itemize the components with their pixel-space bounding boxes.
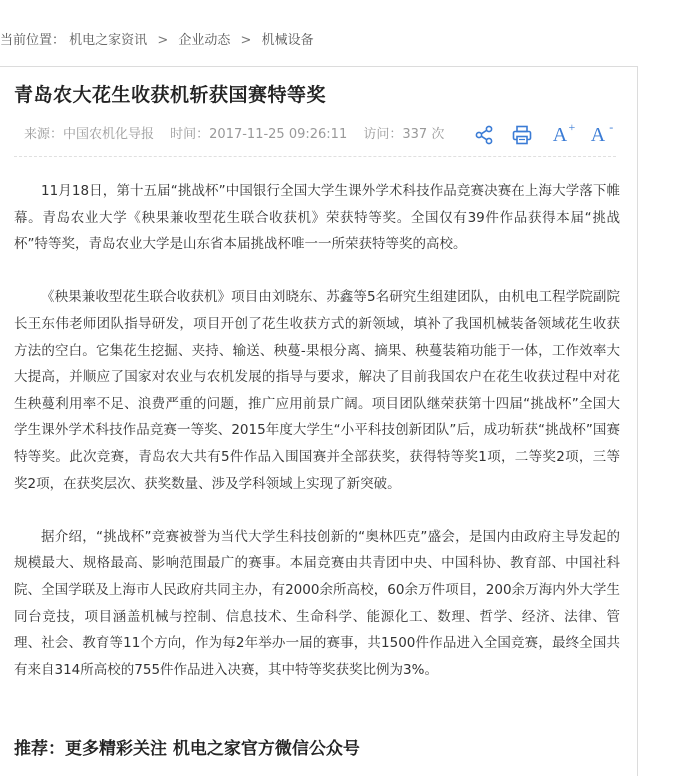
font-increase-icon: A + xyxy=(552,120,576,146)
article-title: 青岛农大花生收获机斩获国赛特等奖 xyxy=(14,84,327,106)
recommend-heading: 推荐：更多精彩关注 机电之家官方微信公众号 xyxy=(14,739,360,759)
font-decrease-icon: A - xyxy=(590,120,614,146)
article-body xyxy=(14,178,620,710)
share-icon xyxy=(473,124,495,146)
meta-divider xyxy=(14,156,616,157)
font-size-increase-button[interactable] xyxy=(546,121,574,149)
print-icon xyxy=(511,124,533,146)
print-button[interactable] xyxy=(508,121,536,149)
breadcrumb-link-news[interactable]: 机电之家资讯 xyxy=(69,33,148,48)
breadcrumb-link-machinery[interactable]: 机械设备 xyxy=(261,33,314,48)
breadcrumb xyxy=(0,30,314,52)
breadcrumb-separator: > xyxy=(157,33,169,48)
font-size-decrease-button[interactable] xyxy=(584,121,612,149)
article-time: 时间：2017-11-25 09:26:11 xyxy=(170,127,348,142)
article-meta xyxy=(24,124,456,146)
article-source: 来源：中国农机化导报 xyxy=(24,127,155,142)
breadcrumb-link-company[interactable]: 企业动态 xyxy=(178,33,231,48)
breadcrumb-separator: > xyxy=(240,33,252,48)
article-paragraph: 11月18日，第十五届“挑战杯”中国银行全国大学生课外学术科技作品竞赛决赛在上海大学落下帷幕。青岛农业大学《秧果兼收型花生联合收获机》荣获特等奖。全国仅有39件作品获得本届“挑战杯”特等奖，青岛农业大学是山东省本届挑战杯唯一一所荣获特等奖的高校。 xyxy=(14,183,620,253)
breadcrumb-prefix: 当前位置： xyxy=(0,33,66,48)
article-paragraph: 《秧果兼收型花生联合收获机》项目由刘晓东、苏鑫等5名研究生组建团队，由机电工程学院副院长王东伟老师团队指导研发，项目开创了花生收获方式的新领域，填补了我国机械装备领域花生收获方法的空白。它集花生挖掘、夹持、输送、秧蔓-果根分离、摘果、秧蔓装箱功能于一体，工作效率大大提高，并顺应了国家对农业与农机发展的指导与要求，解决了目前我国农户在花生收获过程中对花生秧蔓利用率不足、浪费严重的问题，推广应用前景广阔。项目团队继荣获第十四届“挑战杯”全国大学生课外学术科技作品竞赛一等奖、2015年度大学生“小平科技创新团队”后，成功斩获“挑战杯”国赛特等奖。此次竞赛，青岛农大共有5件作品入围国赛并全部获奖，获得特等奖1项，二等奖2项，三等奖2项，在获奖层次、获奖数量、涉及学科领域上实现了新突破。 xyxy=(14,289,620,492)
article-visits: 访问：337 次 xyxy=(363,127,445,142)
article-paragraph: 据介绍，“挑战杯”竞赛被誉为当代大学生科技创新的“奥林匹克”盛会，是国内由政府主导发起的规模最大、规格最高、影响范围最广的赛事。本届竞赛由共青团中央、中国科协、教育部、中国社科院、全国学联及上海市人民政府共同主办，有2000余所高校，60余万件项目，200余万海内外大学生同台竞技，项目涵盖机械与控制、信息技术、生命科学、能源化工、数理、哲学、经济、法律、管理、社会、教育等11个方向，作为每2年举办一届的赛事，共1500件作品进入全国竞赛，最终全国共有来自314所高校的755件作品进入决赛，其中特等奖获奖比例为3%。 xyxy=(14,528,620,678)
share-button[interactable] xyxy=(470,121,498,149)
article-tools xyxy=(470,120,622,150)
